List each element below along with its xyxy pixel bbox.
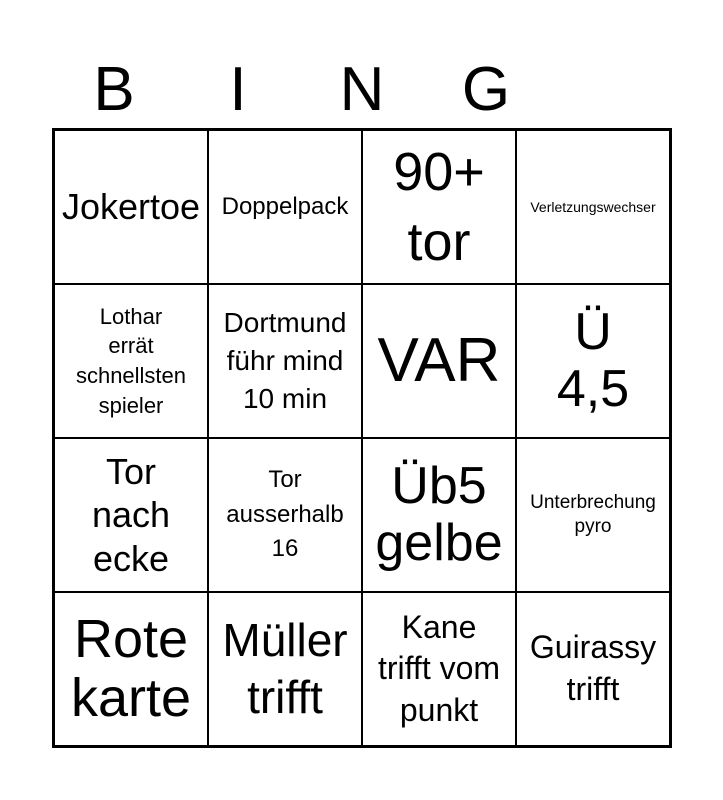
header-letter-n: N bbox=[339, 55, 385, 124]
bingo-cell[interactable] bbox=[54, 130, 208, 284]
bingo-header bbox=[52, 52, 672, 128]
bingo-cell[interactable] bbox=[208, 284, 362, 438]
cell-text: Ü 4,5 bbox=[556, 302, 630, 418]
bingo-cell[interactable] bbox=[516, 438, 670, 592]
bingo-board bbox=[52, 128, 672, 748]
bingo-cell[interactable] bbox=[208, 438, 362, 592]
cell-text: Müller trifft bbox=[222, 613, 348, 723]
cell-text: 90+ tor bbox=[393, 141, 485, 272]
cell-text: Verletzungswechser bbox=[530, 198, 656, 215]
bingo-cell[interactable] bbox=[362, 438, 516, 592]
cell-text: Kane trifft vom punkt bbox=[377, 608, 501, 728]
cell-text: Guirassy trifft bbox=[529, 629, 657, 707]
bingo-cell[interactable] bbox=[516, 284, 670, 438]
cell-text: Unterbrechung pyro bbox=[530, 492, 656, 537]
bingo-cell[interactable] bbox=[516, 592, 670, 746]
bingo-cell[interactable] bbox=[54, 592, 208, 746]
cell-text: Dortmund führ mind 10 min bbox=[223, 307, 347, 414]
cell-text: Tor ausserhalb 16 bbox=[226, 465, 344, 563]
cell-text: Üb5 gelbe bbox=[375, 456, 503, 572]
bingo-cell[interactable] bbox=[362, 284, 516, 438]
bingo-cell[interactable] bbox=[208, 592, 362, 746]
cell-text: Doppelpack bbox=[221, 192, 349, 220]
cell-text: Lothar errät schnellsten spieler bbox=[75, 303, 187, 418]
bingo-cell[interactable] bbox=[516, 130, 670, 284]
header-letter-g: G bbox=[461, 55, 511, 124]
cell-text: VAR bbox=[377, 326, 501, 395]
bingo-cell[interactable] bbox=[54, 438, 208, 592]
bingo-cell[interactable] bbox=[362, 130, 516, 284]
bingo-cell[interactable] bbox=[54, 284, 208, 438]
cell-text: Tor nach ecke bbox=[91, 451, 171, 579]
bingo-cell[interactable] bbox=[362, 592, 516, 746]
cell-text: Rote karte bbox=[70, 608, 192, 728]
header-letter-b: B bbox=[93, 55, 135, 124]
bingo-cell[interactable] bbox=[208, 130, 362, 284]
header-letter-i: I bbox=[229, 55, 247, 124]
cell-text: Jokertoe bbox=[61, 186, 201, 228]
